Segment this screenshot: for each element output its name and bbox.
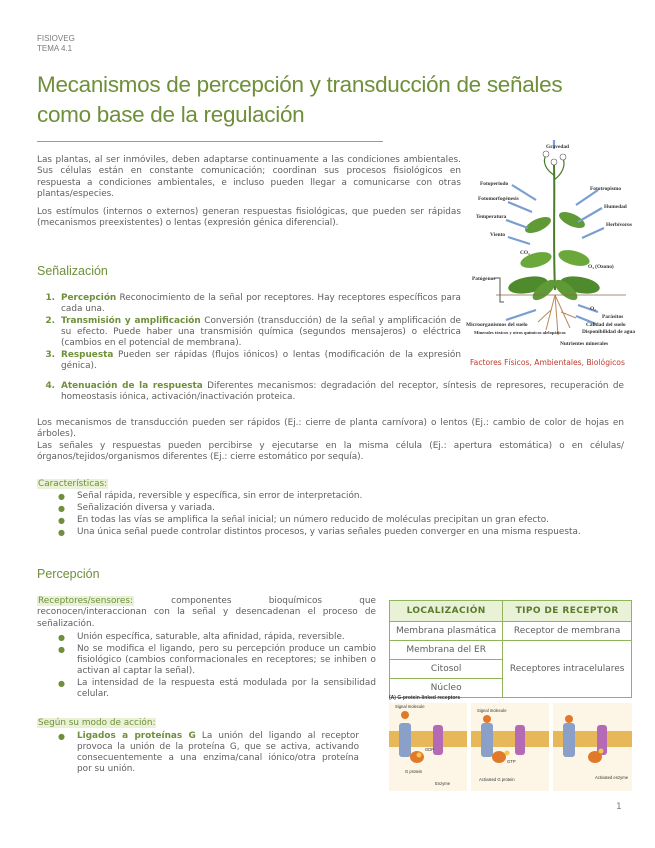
table-cell: Receptor de membrana [503, 622, 632, 641]
title-underline [37, 141, 383, 142]
receptores-bullets [37, 632, 376, 701]
label-patogenos: Patógenos [472, 276, 496, 282]
caracteristicas-label: Características: [38, 479, 108, 489]
label-calidad-suelo: Calidad del suelo [586, 322, 626, 328]
receptor-table [389, 600, 632, 698]
label-signal-2: Signal molecule [477, 708, 507, 713]
table-cell-merged: Receptores intracelulares [503, 641, 632, 698]
label-fotomorfogenesis: Fotomorfogénesis [478, 196, 519, 202]
label-gravedad: Gravedad [546, 144, 570, 150]
label-ozono: O₃ (Ozono) [588, 264, 614, 270]
gprotein-figure [389, 693, 632, 793]
step-item: 1. Percepción Reconocimiento de la señal por receptores. Hay receptores específicos para cada una. [45, 293, 461, 314]
label-fototropismo: Fototropismo [590, 186, 622, 192]
label-activated-enzyme: Activated enzyme [595, 775, 629, 780]
label-minerales-toxicos: Minerales tóxicos y otros químicos alelopáticos [474, 330, 566, 335]
table-row [390, 641, 632, 660]
step-item: 2. Transmisión y amplificación Conversión (transducción) de la señal y amplificación de su efecto. Puede haber una transmisión química (segundos mensajeros) o eléctrica (cambios en el potencial de membrana). [45, 316, 461, 348]
step-item: 3. Respuesta Pueden ser rápidas (flujos iónicos) o lentas (modificación de la expresión génica). [45, 350, 461, 371]
receptores-text: Receptores/sensores: componentes bioquímicos que reconocen/interaccionan con la señal y desencadenan el proceso de señalización. [37, 596, 376, 629]
label-gtp: GTP [507, 759, 516, 764]
list-item: ● En todas las vías se amplifica la señal inicial; un número reducido de moléculas precipitan un gran efecto. [58, 515, 549, 525]
label-gdp: GDP [425, 747, 435, 752]
transduccion-paragraph-1: Los mecanismos de transducción pueden ser rápidos (Ej.: cierre de planta carnívora) o lentos (Ej.: cambio de color de hojas en árboles). [37, 418, 624, 440]
label-fotoperiodo: Fotoperiodo [480, 181, 509, 187]
intro-paragraph-1: Las plantas, al ser inmóviles, deben adaptarse continuamente a las condiciones ambientales. Sus células están en constante comunicación; coordinan sus procesos fisiológicos en respuesta a condiciones ambientales, e incluso pueden llegar a comunicarse con otras plantas/especies. [37, 155, 461, 200]
table-header-localizacion: LOCALIZACIÓN [390, 601, 503, 622]
table-header-tipo: TIPO DE RECEPTOR [503, 601, 632, 622]
list-item: ● La intensidad de la respuesta está modulada por la sensibilidad celular. [58, 678, 376, 699]
gprotein-figure-title: (A) G-protein-linked receptors [389, 695, 461, 701]
list-item: ● No se modifica el ligando, pero su percepción produce un cambio fisiológico (cambios conformacionales en receptores; se inhiben o activan al captar la señal). [58, 644, 376, 676]
table-header-row [390, 601, 632, 622]
label-viento: Viento [490, 232, 506, 238]
section-heading-percepcion: Percepción [37, 567, 100, 581]
receptores-label: Receptores/sensores: [38, 596, 133, 606]
table-cell: Membrana del ER [390, 641, 503, 660]
label-temperatura: Temperatura [476, 214, 507, 220]
label-humedad: Humedad [604, 204, 627, 210]
label-herbivoros: Herbívoros [606, 222, 632, 228]
header-topic: TEMA 4.1 [37, 44, 73, 53]
list-item: ● Señalización diversa y variada. [58, 503, 215, 513]
senalizacion-steps [37, 293, 461, 373]
list-item: ● Una única señal puede controlar distintos procesos, y varias señales pueden converger en una misma respuesta. [58, 527, 581, 537]
label-disponibilidad-agua: Disponibilidad de agua [582, 329, 636, 335]
label-enzyme: Enzyme [435, 781, 451, 786]
plant-factors-figure [466, 140, 646, 372]
list-item: ● Unión específica, saturable, alta afinidad, rápida, reversible. [58, 632, 345, 642]
header-subject: FISIOVEG [37, 34, 75, 43]
list-item: ● Ligados a proteínas G La unión del ligando al receptor provoca la unión de la proteína G, que se activa, activando consecuentemente a una enzima/canal iónico/otra proteína por su unión. [58, 731, 359, 774]
page-title: Mecanismos de percepción y transducción de señales como base de la regulación [37, 72, 563, 127]
label-nutrientes: Nutrientes minerales [560, 341, 609, 347]
table-cell: Citosol [390, 660, 503, 679]
doc-header [37, 34, 75, 54]
label-o2: O₂ [590, 306, 596, 312]
plant-diagram [466, 140, 646, 372]
intro [37, 155, 461, 229]
table-cell: Núcleo [390, 679, 503, 698]
label-signal-1: Signal molecule [395, 704, 425, 709]
label-microorganismos: Microorganismos del suelo [466, 322, 528, 328]
list-item: ● Señal rápida, reversible y específica, sin error de interpretación. [58, 491, 363, 501]
caracteristicas-list [37, 491, 624, 539]
page-number: 1 [616, 802, 622, 812]
senalizacion-step-4 [37, 381, 624, 404]
transduccion-paragraph-2: Las señales y respuestas pueden percibirse y ejecutarse en la misma célula (Ej.: apertura estomática) o en células/órganos/tejidos/organismos diferentes (Ej.: cierre estomático por sequía). [37, 440, 624, 463]
intro-paragraph-2: Los estímulos (internos o externos) generan respuestas fisiológicas, que pueden ser rápidas (mecanismos preexistentes) o lentas (expresión génica diferencial). [37, 206, 461, 229]
table-cell: Membrana plasmática [390, 622, 503, 641]
table-row [390, 622, 632, 641]
label-parasitos: Parásitos [602, 314, 624, 320]
modo-accion-list [37, 731, 359, 776]
gprotein-diagram [389, 693, 632, 793]
modo-accion-label: Según su modo de acción: [38, 718, 156, 728]
figure-caption: Factores Físicos, Ambientales, Biológicos [470, 358, 625, 367]
label-co2: CO₂ [520, 250, 530, 256]
step-item: 4. Atenuación de la respuesta Diferentes mecanismos: degradación del receptor, síntesis de represores, recuperación de homeostasis iónica, activación/inactivación proteica. [45, 381, 625, 402]
label-gprotein: G protein [405, 769, 423, 774]
section-heading-senalizacion: Señalización [37, 264, 108, 278]
transduccion-paragraphs [37, 418, 624, 464]
label-activated-gprotein: Activated G protein [479, 777, 515, 782]
